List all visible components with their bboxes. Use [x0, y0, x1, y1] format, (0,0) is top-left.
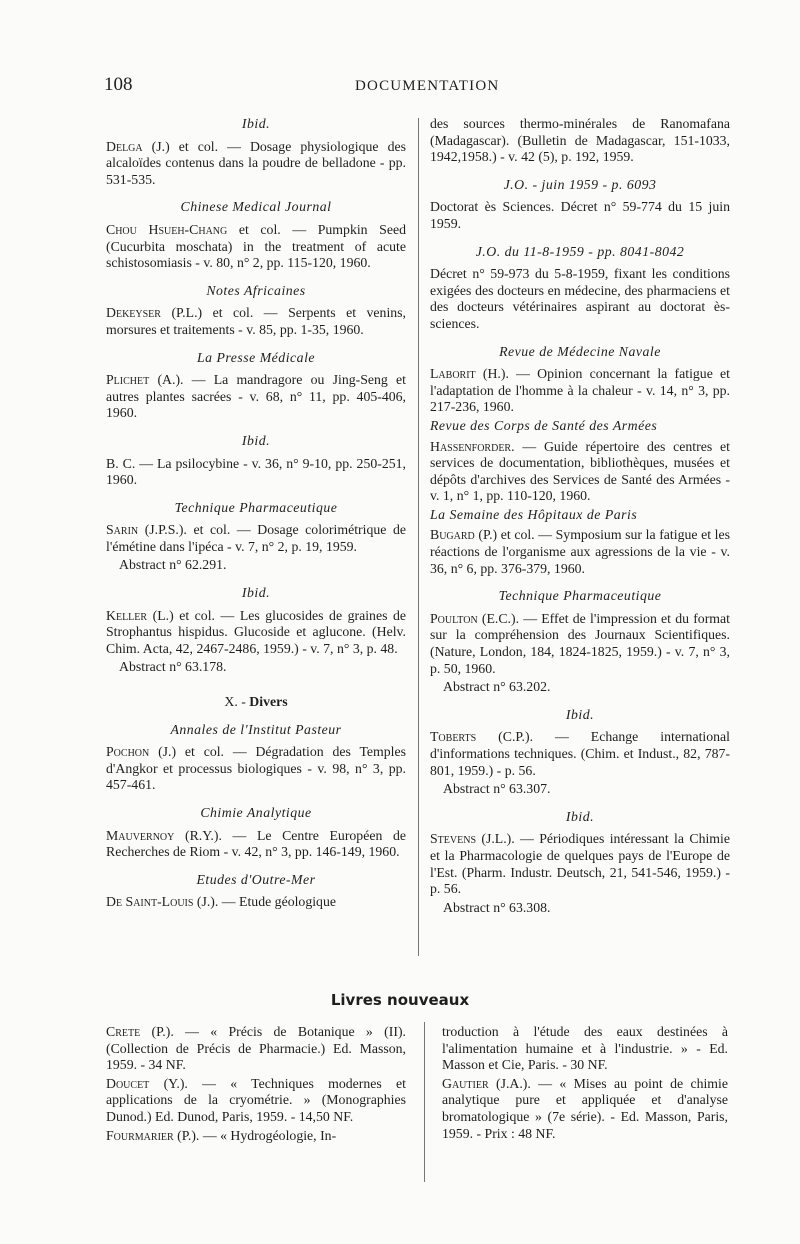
- citation-entry: [106, 372, 406, 422]
- citation-text: (R.Y.). — Le Centre Européen de Recherches de Riom - v. 42, n° 3, pp. 146-149, 1960.: [106, 827, 406, 860]
- citation-entry: [430, 439, 730, 505]
- citation-text: (P.). — « Précis de Botanique » (II). (Collection de Précis de Pharmacie.) Ed. Masson, 1959. - 34 NF.: [106, 1024, 406, 1073]
- citation-author: Gautier: [442, 1075, 489, 1091]
- section-heading: Notes Africaines: [206, 282, 306, 298]
- section-heading: Revue des Corps de Santé des Armées: [430, 417, 658, 433]
- citation-author: Stevens: [430, 831, 477, 847]
- abstract-number: Abstract n° 63.178.: [119, 659, 227, 675]
- section-heading: Ibid.: [565, 706, 595, 722]
- citation-text: . — Guide répertoire des centres et services de documentation, bibliothèques, musées et dépôts d'archives des Services de Santé des Armées - v. 1, n° 1, pp. 110-120, 1960.: [430, 438, 730, 504]
- citation-text: (J.) et col. — Dégradation des Temples d'Angkor et processus biologiques - v. 98, n° 3, pp. 457-461.: [106, 744, 406, 793]
- section-heading: La Presse Médicale: [196, 349, 316, 365]
- section-heading: Chinese Medical Journal: [180, 199, 332, 215]
- column-divider-books: [424, 1022, 425, 1182]
- abstract-number: Abstract n° 63.307.: [443, 781, 551, 797]
- citation-text: Décret n° 59-973 du 5-8-1959, fixant les conditions exigées des docteurs en médecine, des pharmaciens et des docteurs vétérinaires aspirant au doctorat ès-sciences.: [430, 266, 730, 331]
- citation-entry: [106, 1024, 406, 1074]
- citation-author: Doucet: [106, 1075, 150, 1091]
- section-heading: J.O. du 11-8-1959 - pp. 8041-8042: [475, 243, 685, 259]
- abstract-number: Abstract n° 63.202.: [443, 679, 551, 695]
- section-heading: Ibid.: [241, 432, 271, 448]
- citation-entry: [430, 611, 730, 677]
- citation-entry: [106, 305, 406, 338]
- citation-text: B. C. — La psilocybine - v. 36, n° 9-10, pp. 250-251, 1960.: [106, 455, 406, 488]
- citation-author: Crete: [106, 1024, 141, 1039]
- section-heading: Technique Pharmaceutique: [498, 588, 662, 604]
- citation-text: (H.). — Opinion concernant la fatigue et l'adaptation de l'homme à la chaleur - v. 14, n° 3, pp. 217-236, 1960.: [430, 366, 730, 415]
- section-heading: Annales de l'Institut Pasteur: [170, 721, 342, 737]
- citation-entry: [106, 222, 406, 272]
- citation-entry: [430, 729, 730, 779]
- citation-entry: [106, 522, 406, 555]
- citation-entry: [106, 1076, 406, 1126]
- citation-entry: [106, 894, 406, 911]
- citation-author: Fourmarier: [106, 1127, 174, 1143]
- livres-nouveaux-heading: Livres nouveaux: [330, 991, 470, 1009]
- citation-author: Keller: [106, 607, 148, 623]
- citation-author: Delga: [106, 138, 143, 154]
- column-divider: [418, 118, 419, 956]
- books-left-column: [106, 1024, 406, 1146]
- section-heading: Ibid.: [565, 808, 595, 824]
- citation-author: Mauvernoy: [106, 827, 175, 843]
- citation-entry: [430, 266, 730, 332]
- section-divers: X. - Divers: [224, 694, 288, 710]
- citation-text: (Y.). — « Techniques modernes et applications de la cryométrie. » (Monographies Dunod.) Ed. Dunod, Paris, 1959. - 14,50 NF.: [106, 1075, 406, 1124]
- citation-text: (P.L.) et col. — Serpents et venins, morsures et traitements - v. 85, pp. 1-35, 1960.: [106, 305, 406, 337]
- citation-text: (L.) et col. — Les glucosides de graines de Strophantus hispidus. Glucoside et aglucone. (Helv. Chim. Acta, 42, 2467-2486, 1959.) - v. 7, n° 3, p. 48.: [106, 607, 406, 656]
- citation-entry: [106, 744, 406, 794]
- citation-entry: [442, 1024, 728, 1074]
- section-heading: Revue de Médecine Navale: [499, 343, 661, 359]
- abstract-number: Abstract n° 63.308.: [443, 899, 551, 915]
- citation-text: (J.L.). — Périodiques intéressant la Chimie et la Pharmacologie de quelques pays de l'Europe de l'Est. (Pharm. Industr. Deutsch, 21, 541-546, 1959.) - p. 56.: [430, 831, 730, 897]
- citation-entry: [430, 527, 730, 577]
- citation-text: Doctorat ès Sciences. Décret n° 59-774 du 15 juin 1959.: [430, 199, 730, 231]
- citation-entry: [430, 831, 730, 897]
- citation-entry: [430, 366, 730, 416]
- page-number: 108: [104, 74, 133, 95]
- section-heading: Ibid.: [241, 116, 271, 131]
- citation-author: Sarin: [106, 522, 139, 538]
- citation-author: Poulton: [430, 610, 478, 626]
- abstract-number: Abstract n° 62.291.: [119, 557, 227, 573]
- citation-entry: [106, 1128, 406, 1145]
- citation-author: Laborit: [430, 366, 476, 382]
- citation-text: des sources thermo-minérales de Ranomafana (Madagascar). (Bulletin de Madagascar, 151-1033, 1942,1958.) - v. 42 (5), p. 192, 1959.: [430, 116, 730, 165]
- citation-text: (J.). — Etude géologique: [193, 894, 336, 910]
- citation-author: Bugard: [430, 527, 475, 543]
- section-heading: J.O. - juin 1959 - p. 6093: [503, 176, 657, 192]
- citation-entry: [106, 828, 406, 861]
- citation-author: Pochon: [106, 744, 150, 760]
- citation-entry: [430, 116, 730, 166]
- citation-text: (P.) et col. — Symposium sur la fatigue et les réactions de l'organisme aux agressions de la vie - v. 36, n° 6, pp. 376-379, 1960.: [430, 527, 730, 576]
- citation-text: troduction à l'étude des eaux destinées à l'alimentation humaine et à l'industrie. » - Ed. Masson et Cie, Paris. - 30 NF.: [442, 1024, 728, 1073]
- citation-entry: [430, 199, 730, 232]
- citation-author: Dekeyser: [106, 305, 161, 321]
- citation-text: (J.A.). — « Mises au point de chimie analytique pure et appliquée et d'analyse bromatologique » (7e série). - Ed. Masson, Paris, 1959. - Prix : 48 NF.: [442, 1075, 728, 1141]
- section-heading: Technique Pharmaceutique: [174, 499, 338, 515]
- running-title: DOCUMENTATION: [355, 78, 500, 94]
- citation-author: Hassenforder: [430, 438, 512, 454]
- section-heading: La Semaine des Hôpitaux de Paris: [430, 506, 638, 522]
- citation-entry: [442, 1076, 728, 1142]
- citation-text: (C.P.). — Echange international d'informations techniques. (Chim. et Indust., 82, 787-801, 1959.) - p. 56.: [430, 729, 730, 778]
- citation-text: (P.). — « Hydrogéologie, In-: [173, 1127, 337, 1143]
- citation-entry: [106, 608, 406, 658]
- citation-author: De Saint-Louis: [106, 894, 194, 910]
- citation-entry: [106, 139, 406, 189]
- citation-author: Toberts: [430, 729, 477, 745]
- section-heading: Ibid.: [241, 585, 271, 601]
- citation-author: Plichet: [106, 372, 150, 388]
- citation-text: (J.P.S.). et col. — Dosage colorimétrique de l'émétine dans l'ipéca - v. 7, n° 2, p. 19, 1959.: [106, 522, 406, 554]
- right-column: [430, 116, 730, 916]
- section-heading: Etudes d'Outre-Mer: [196, 871, 316, 887]
- left-column: [106, 116, 406, 913]
- citation-entry: [106, 456, 406, 489]
- books-right-column: [442, 1024, 728, 1144]
- citation-text: (J.) et col. — Dosage physiologique des alcaloïdes contenus dans la poudre de belladone - pp. 531-535.: [106, 138, 406, 187]
- citation-text: et col. — Pumpkin Seed (Cucurbita moschata) in the treatment of acute schistosomiasis - v. 80, n° 2, pp. 115-120, 1960.: [106, 221, 406, 271]
- citation-author: Chou Hsueh-Chang: [106, 221, 228, 237]
- citation-text: (A.). — La mandragore ou Jing-Seng et autres plantes sacrées - v. 68, n° 11, pp. 405-406, 1960.: [106, 372, 406, 421]
- section-heading: Chimie Analytique: [200, 805, 312, 820]
- citation-text: (E.C.). — Effet de l'impression et du format sur la compréhension des Journaux Scientifiques. (Nature, London, 184, 1824-1825, 1959.) - v. 7, n° 3, p. 50, 1960.: [430, 610, 730, 676]
